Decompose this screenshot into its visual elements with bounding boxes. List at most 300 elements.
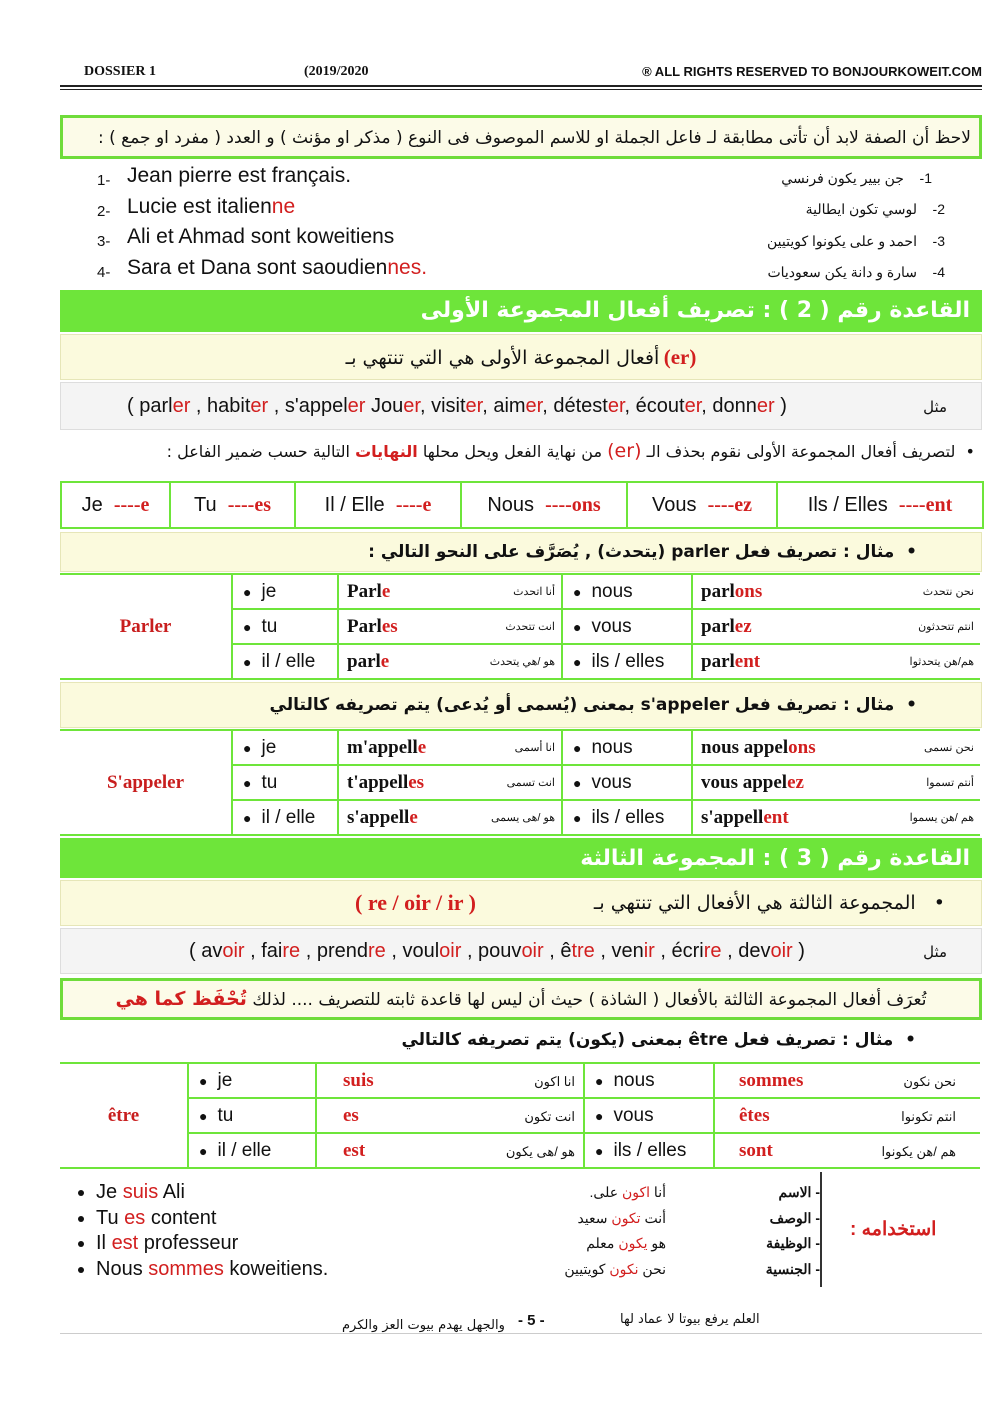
header-divider-thin (60, 89, 982, 90)
usage-text: Il (96, 1232, 112, 1254)
etre-verb: être (60, 1063, 188, 1168)
pronoun: ils / elles (591, 650, 665, 672)
conjugation-cell (338, 644, 562, 679)
bullet: ● (573, 653, 582, 670)
ending-cell (295, 482, 461, 528)
usage-ar-text: أنا (650, 1184, 666, 1200)
arabic-translation: انت تسمى (506, 777, 555, 789)
pronoun: nous (613, 1069, 655, 1091)
arabic-translation: هو /هى يسمى (490, 812, 555, 824)
rule2-definition (60, 334, 982, 380)
pronoun: je (217, 1069, 233, 1091)
usage-ar-text: على. (589, 1184, 622, 1200)
conjugation-cell (714, 1133, 980, 1168)
ending-cell (61, 482, 170, 528)
usage-text: content (145, 1206, 217, 1229)
rule3-example-verbs (189, 940, 805, 963)
pronoun: tu (217, 1104, 234, 1126)
bullet: ● (199, 1107, 208, 1124)
pronoun-cell (232, 574, 338, 609)
example-fr-text: Jean pierre est français. (127, 164, 352, 187)
verb-stem: , aim (482, 395, 526, 417)
pronoun-cell (562, 574, 692, 609)
verb-ending: er (250, 395, 269, 417)
arabic-translation: أنتم تسموا (926, 777, 974, 789)
conjugation-cell (692, 574, 980, 609)
verb-stem: , voul (385, 940, 440, 962)
usage-label: - الاسم (778, 1184, 820, 1200)
pronoun: vous (591, 771, 632, 793)
pronoun: Vous (651, 493, 697, 516)
endings-table (60, 481, 984, 529)
example-number: 3- (97, 233, 111, 250)
pronoun: il / elle (217, 1139, 272, 1161)
example-ar-number: 4- (932, 264, 945, 280)
arabic-translation: هم/هن يتحدثوا (909, 656, 974, 668)
ending: ez (734, 615, 752, 637)
example-fr (127, 256, 427, 284)
ending-cell (461, 482, 627, 528)
example-number: 1- (97, 172, 111, 189)
conjugated-form (339, 581, 390, 602)
ending: ons (788, 736, 816, 758)
verb-stem: ( parl (127, 395, 173, 417)
rule3-note (60, 978, 982, 1020)
verb-ending: oir (439, 940, 462, 962)
pronoun: tu (261, 771, 278, 793)
stem: s'appell (701, 806, 764, 828)
conjugation-cell (714, 1063, 980, 1098)
stem: parl (701, 650, 735, 672)
pronoun: je (261, 580, 277, 602)
rule3-definition-words: المجموعة الثالثة هي الأفعال التي تنتهي بـ (593, 892, 916, 914)
bullet: ● (243, 618, 252, 635)
verb-stem: , dev (721, 940, 771, 962)
conjugated-form: êtes (739, 1104, 770, 1126)
usage-text: koweitiens. (223, 1257, 329, 1280)
usage-verb: es (124, 1206, 146, 1229)
usage-ar-text: سعيد (577, 1209, 612, 1226)
bullet: ● (199, 1072, 208, 1089)
stem: vous appel (701, 771, 788, 793)
arabic-translation: هم /هن يكونوا (881, 1144, 956, 1159)
pronoun: Ils / Elles (807, 493, 888, 516)
example-fr (127, 195, 295, 223)
instruction-text: من نهاية الفعل ويحل محلها (422, 442, 603, 461)
ending-cell (170, 482, 295, 528)
ending: e (417, 736, 427, 758)
parler-verb: Parler (60, 574, 232, 679)
instruction-text: التالية حسب ضمير الفاعل : (166, 442, 350, 461)
dossier-label: DOSSIER 1 (84, 64, 156, 79)
stem: t'appell (347, 771, 409, 793)
usage-item (96, 1257, 328, 1283)
verb-ending: er (403, 395, 420, 417)
stem: parl (701, 580, 735, 602)
verb-stem: , donn (701, 395, 757, 417)
verb-ending: er (684, 395, 702, 417)
footer-proverb-right: العلم يرفع بيوتا لا عماد لها (620, 1312, 760, 1327)
conjugation-cell (692, 644, 980, 679)
pronoun: ils / elles (591, 806, 665, 828)
conjugation-cell (316, 1133, 584, 1168)
usage-ar-text: نحن (638, 1260, 666, 1277)
conjugation-cell (316, 1063, 584, 1098)
example-fr-ending: nes. (387, 256, 428, 279)
verb-stem: ( av (189, 940, 223, 962)
conjugation-cell (316, 1098, 584, 1133)
ending: ----ons (545, 493, 601, 516)
conjugation-cell (338, 730, 562, 765)
pronoun-cell (232, 730, 338, 765)
arabic-translation: نحن نسمى (924, 742, 974, 754)
usage-ar-text: معلم (586, 1235, 619, 1251)
usage-text: Ali (158, 1181, 185, 1203)
verb-stem: , s'appel (268, 395, 348, 417)
ending: ent (763, 806, 789, 828)
pronoun: Tu (193, 493, 217, 516)
etre-heading-text: مثال : تصريف فعل être بمعنى (يكون) يتم تصريفه كالتالي (401, 1030, 894, 1050)
usage-ar-text: هو (647, 1235, 666, 1251)
pronoun-cell (188, 1063, 316, 1098)
bullet: ● (595, 1072, 604, 1089)
pronoun-cell (584, 1133, 714, 1168)
sappeler-heading (60, 682, 982, 728)
arabic-translation: نحن نكون (903, 1074, 956, 1089)
arabic-translation: هم /هن يسموا (909, 812, 974, 824)
example-fr (127, 164, 351, 192)
pronoun: il / elle (261, 806, 316, 828)
conjugation-cell (338, 765, 562, 800)
ending-cell (627, 482, 777, 528)
ending: es (408, 771, 425, 793)
conjugated-form (693, 616, 752, 637)
page-footer (60, 1312, 982, 1342)
conjugated-form (339, 807, 418, 828)
example-ar-number: 2- (932, 201, 945, 217)
pronoun-cell (188, 1133, 316, 1168)
conjugated-form (339, 616, 398, 637)
stem: parl (347, 650, 381, 672)
pronoun: vous (591, 615, 632, 637)
rule3-title: القاعدة رقم ( 3 ) : المجموعة الثالثة (60, 838, 982, 878)
verb-ending: oir (521, 940, 544, 962)
pronoun: nous (591, 736, 633, 758)
pronoun: Nous (487, 493, 535, 516)
arabic-translation: هو /هى يكون (505, 1144, 575, 1159)
rule3-definition (60, 880, 982, 926)
pronoun: ils / elles (613, 1139, 687, 1161)
example-ar (700, 233, 945, 250)
conjugated-form: suis (343, 1069, 374, 1091)
usage-label: - الجنسية (765, 1260, 820, 1277)
conjugation-cell (692, 765, 980, 800)
verb-ending: re (282, 940, 301, 962)
bullet: ● (573, 774, 582, 791)
verb-stem: , ven (594, 940, 644, 962)
rights-notice: ® ALL RIGHTS RESERVED TO BONJOURKOWEIT.COM (642, 64, 982, 79)
example-fr-text: Sara et Dana sont saoudien (127, 256, 388, 279)
ending: es (381, 615, 398, 637)
rule2-instruction (70, 440, 975, 462)
rule2-title: القاعدة رقم ( 2 ) : تصريف أفعال المجموعة الأولى (60, 290, 982, 332)
stem: nous appel (701, 736, 789, 758)
bullet: • (894, 542, 917, 562)
verb-stem: , pouv (461, 940, 522, 962)
ending: ez (787, 771, 804, 793)
verb-ending: er (756, 395, 775, 417)
ending: e (380, 650, 390, 672)
rule3-note-text: تُعرَف أفعال المجموعة الثالثة بالأفعال ( الشاذة ) حيث أن ليس لها قاعدة ثابته للتصريف .... لذلك (252, 990, 927, 1010)
example-ar-text: لوسي تكون ايطالية (805, 201, 917, 217)
usage-ar-verb: يكون (618, 1235, 648, 1251)
bullet: ● (243, 774, 252, 791)
stem: Parl (347, 615, 382, 637)
example-ar-text: سارة و دانة يكن سعوديات (767, 264, 917, 280)
stem: parl (701, 615, 735, 637)
verb-stem: ) (774, 395, 787, 417)
sappeler-table (60, 729, 980, 836)
usage-ar-verb: اكون (621, 1184, 651, 1200)
bullet: • (893, 1030, 916, 1050)
instruction-er: (er) (607, 440, 642, 462)
usage-verb: suis (122, 1181, 159, 1203)
ending: ons (734, 580, 763, 602)
usage-arabic (520, 1180, 666, 1282)
stem: m'appell (347, 736, 418, 758)
example-fr-ending: ne (271, 195, 296, 218)
bullet: ● (243, 653, 252, 670)
arabic-translation: انت تكون (524, 1109, 575, 1124)
conjugated-form (339, 737, 426, 758)
conjugated-form (693, 737, 816, 758)
usage-label: - الوصف (769, 1209, 820, 1226)
arabic-translation: انتم تكونوا (901, 1109, 956, 1124)
example-ar (700, 170, 932, 187)
usage-labels (740, 1180, 820, 1282)
adjective-agreement-note: لاحظ أن الصفة لابد أن تأتى مطابقة لـ فاعل الجملة او للاسم الموصوف فى النوع ( مذكر او مؤنث ) و العدد ( مفرد او جمع ) : (60, 115, 982, 159)
conjugated-form (693, 772, 804, 793)
bullet: ● (199, 1142, 208, 1159)
pronoun-cell (584, 1098, 714, 1133)
ending: ----ez (707, 493, 752, 516)
parler-heading-text: مثال : تصريف فعل parler (يتحدث) , يُصَرَّف على النحو التالي : (368, 542, 895, 562)
verb-ending: tre (571, 940, 595, 962)
pronoun: je (261, 736, 277, 758)
example-number: 2- (97, 203, 111, 220)
ending: ----e (113, 493, 150, 516)
bullet: ● (573, 618, 582, 635)
ending: ----e (395, 493, 432, 516)
pronoun: tu (261, 615, 278, 637)
verb-stem: , écout (624, 395, 685, 417)
bullet: ● (595, 1107, 604, 1124)
conjugated-form (693, 807, 789, 828)
ending: e (409, 806, 418, 828)
usage-separator (820, 1172, 822, 1287)
verb-ending: er (347, 395, 366, 417)
verb-ending: er (465, 395, 483, 417)
arabic-translation: نحن نتحدث (922, 586, 974, 598)
example-ar (700, 201, 945, 218)
verb-ending: oir (770, 940, 793, 962)
usage-arabic-line (520, 1206, 666, 1232)
verb-stem: , détest (542, 395, 608, 417)
usage-ar-verb: تكون (611, 1209, 641, 1226)
arabic-translation: انت تتحدث (505, 621, 555, 633)
ending: ----ent (898, 493, 953, 516)
usage-ar-text: كويتيين (564, 1260, 610, 1277)
verb-stem: , habit (190, 395, 251, 417)
bullet: ● (243, 583, 252, 600)
stem: s'appell (347, 806, 410, 828)
usage-arabic-line (520, 1257, 666, 1283)
usage-verb: sommes (148, 1257, 224, 1280)
example-fr-text: Ali et Ahmad sont koweitiens (127, 225, 395, 248)
verb-stem: , prend (300, 940, 368, 962)
etre-table (60, 1062, 980, 1169)
example-label: مثل (923, 943, 947, 961)
conjugation-cell (714, 1098, 980, 1133)
pronoun-cell (232, 644, 338, 679)
sappeler-verb: S'appeler (60, 730, 232, 835)
example-ar-number: 3- (932, 233, 945, 249)
example-ar-number: 1- (919, 170, 932, 186)
footer-divider (60, 1333, 982, 1334)
verb-ending: er (525, 395, 543, 417)
bullet: ● (595, 1142, 604, 1159)
conjugation-cell (338, 609, 562, 644)
ending: ----es (227, 493, 272, 516)
verb-stem: , visit (419, 395, 466, 417)
verb-stem: Jou (365, 395, 404, 417)
ending-cell (777, 482, 983, 528)
sappeler-heading-text: مثال : تصريف فعل s'appeler بمعنى (يُسمى أو يُدعى) يتم تصريفه كالتالي (269, 695, 895, 715)
bullet: ● (243, 809, 252, 826)
rule3-examples (60, 928, 982, 974)
pronoun-cell (584, 1063, 714, 1098)
example-number: 4- (97, 264, 111, 281)
instruction-text: لتصريف أفعال المجموعة الأولى نقوم بحذف الـ (646, 442, 956, 461)
example-fr-text: Lucie est italien (127, 195, 272, 218)
conjugated-form (693, 651, 760, 672)
arabic-translation: انا اكون (534, 1074, 575, 1089)
bullet: • (960, 442, 975, 461)
usage-text: Nous (96, 1257, 149, 1280)
usage-text: Je (96, 1181, 123, 1203)
verb-ending: oir (222, 940, 245, 962)
instruction-endings-word: النهايات (355, 442, 418, 461)
conjugation-cell (338, 800, 562, 835)
example-ar-text: جن بيير يكون فرنسي (781, 170, 904, 186)
rule2-definition-suffix: (er) (663, 345, 697, 369)
example-ar (700, 264, 945, 281)
usage-text: professeur (138, 1232, 239, 1254)
example-fr (127, 225, 394, 253)
pronoun-cell (562, 609, 692, 644)
usage-item (96, 1206, 328, 1232)
usage-text: Tu (96, 1206, 125, 1229)
verb-ending: re (368, 940, 386, 962)
conjugation-cell (692, 800, 980, 835)
header-divider (60, 85, 982, 87)
pronoun: Il / Elle (324, 493, 385, 516)
usage-ar-text: أنت (640, 1209, 666, 1226)
conjugated-form: est (343, 1139, 366, 1161)
pronoun: il / elle (261, 650, 316, 672)
conjugated-form (693, 581, 762, 602)
usage-examples (96, 1180, 328, 1282)
pronoun-cell (562, 730, 692, 765)
parler-heading (60, 532, 982, 572)
bullet: • (915, 892, 945, 914)
conjugated-form: sont (739, 1139, 773, 1161)
verb-stem: , fai (244, 940, 283, 962)
arabic-translation: انا أسمى (514, 742, 555, 754)
arabic-translation: انتم تتحدثون (918, 621, 974, 633)
arabic-translation: أنا اتحدث (513, 586, 555, 598)
conjugated-form: es (343, 1104, 359, 1126)
rule3-definition-text (594, 892, 945, 914)
usage-arabic-line (520, 1180, 666, 1206)
pronoun: Je (81, 493, 103, 516)
pronoun-cell (232, 609, 338, 644)
pronoun-cell (562, 800, 692, 835)
bullet: • (894, 695, 917, 715)
conjugated-form (339, 772, 424, 793)
stem: Parl (347, 580, 382, 602)
verb-ending: re (703, 940, 722, 962)
pronoun-cell (188, 1098, 316, 1133)
parler-table (60, 573, 980, 680)
rule2-examples (60, 382, 982, 430)
ending: ent (734, 650, 761, 672)
rule3-note-emphasis: تُحْفَظ كما هي (115, 988, 247, 1010)
usage-verb: est (111, 1232, 139, 1254)
pronoun-cell (562, 765, 692, 800)
pronoun-cell (232, 800, 338, 835)
footer-proverb-left: والجهل يهدم بيوت العز والكرم (342, 1318, 505, 1333)
pronoun-cell (562, 644, 692, 679)
usage-item (96, 1231, 328, 1257)
ending: e (381, 580, 391, 602)
arabic-translation: هو /هي يتحدث (489, 656, 555, 668)
pronoun-cell (232, 765, 338, 800)
bullet: ● (243, 739, 252, 756)
usage-title: استخدامه : (850, 1219, 937, 1240)
etre-heading (60, 1030, 920, 1050)
verb-ending: er (172, 395, 191, 417)
verb-ending: er (607, 395, 625, 417)
conjugated-form: sommes (739, 1069, 804, 1091)
rule2-example-verbs (127, 395, 787, 418)
usage-label: - الوظيفة (766, 1235, 820, 1251)
usage-ar-verb: نكون (609, 1260, 639, 1277)
example-label: مثل (923, 398, 947, 416)
conjugated-form (339, 651, 389, 672)
pronoun: nous (591, 580, 633, 602)
bullet: ● (573, 739, 582, 756)
usage-arabic-line (520, 1231, 666, 1257)
page-number: - 5 - (518, 1312, 545, 1329)
example-ar-text: احمد و على يكونوا كويتيين (767, 233, 917, 249)
verb-stem: , ê (543, 940, 572, 962)
rule2-definition-text: أفعال المجموعة الأولى هي التي تنتهي بـ (345, 347, 660, 369)
bullet: ● (573, 583, 582, 600)
usage-item (96, 1180, 328, 1206)
verb-ending: ir (643, 940, 655, 962)
conjugation-cell (692, 609, 980, 644)
